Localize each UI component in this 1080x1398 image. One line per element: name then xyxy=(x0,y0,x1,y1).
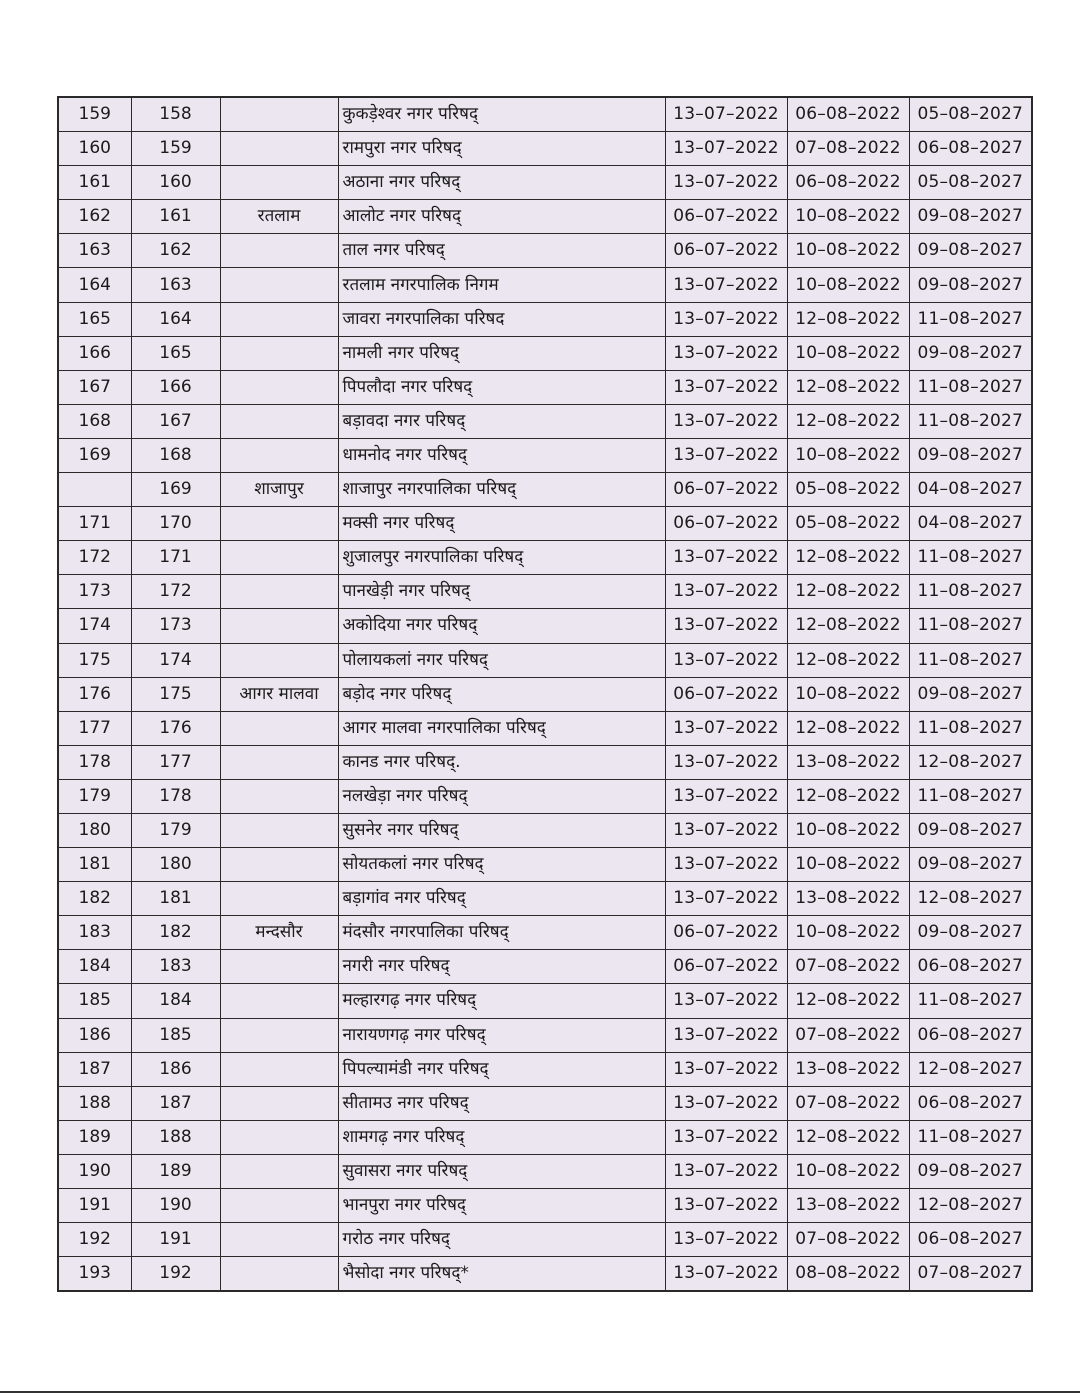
document-sheet xyxy=(57,96,1031,1292)
municipal-body-name-cell: शाजापुर नगरपालिका परिषद् xyxy=(338,473,665,507)
date-cell-2: 07–08–2022 xyxy=(787,132,909,166)
body-number-cell: 169 xyxy=(131,473,220,507)
date-cell-2: 12–08–2022 xyxy=(787,1120,909,1154)
table-row xyxy=(58,1257,1032,1292)
municipal-body-name-cell: सुवासरा नगर परिषद् xyxy=(338,1154,665,1188)
date-cell-3: 06–08–2027 xyxy=(909,1018,1032,1052)
district-cell xyxy=(220,575,338,609)
date-cell-3: 11–08–2027 xyxy=(909,404,1032,438)
date-cell-2: 13–08–2022 xyxy=(787,1189,909,1223)
date-cell-3: 04–08–2027 xyxy=(909,507,1032,541)
district-cell xyxy=(220,779,338,813)
body-number-cell: 190 xyxy=(131,1189,220,1223)
serial-number-cell: 186 xyxy=(58,1018,131,1052)
district-cell xyxy=(220,1052,338,1086)
district-cell xyxy=(220,609,338,643)
table-row xyxy=(58,1223,1032,1257)
district-cell xyxy=(220,1086,338,1120)
body-number-cell: 163 xyxy=(131,268,220,302)
date-cell-1: 13–07–2022 xyxy=(665,848,787,882)
date-cell-3: 09–08–2027 xyxy=(909,438,1032,472)
date-cell-2: 10–08–2022 xyxy=(787,916,909,950)
date-cell-1: 13–07–2022 xyxy=(665,1189,787,1223)
body-number-cell: 160 xyxy=(131,166,220,200)
table-row xyxy=(58,507,1032,541)
date-cell-3: 11–08–2027 xyxy=(909,779,1032,813)
municipal-body-name-cell: शामगढ़ नगर परिषद् xyxy=(338,1120,665,1154)
municipal-body-name-cell: पिपलौदा नगर परिषद् xyxy=(338,370,665,404)
municipal-body-name-cell: जावरा नगरपालिका परिषद xyxy=(338,302,665,336)
serial-number-cell: 164 xyxy=(58,268,131,302)
body-number-cell: 176 xyxy=(131,711,220,745)
date-cell-1: 13–07–2022 xyxy=(665,779,787,813)
serial-number-cell: 184 xyxy=(58,950,131,984)
table-row xyxy=(58,200,1032,234)
body-number-cell: 161 xyxy=(131,200,220,234)
district-cell: मन्दसौर xyxy=(220,916,338,950)
table-body xyxy=(58,97,1032,1291)
date-cell-2: 07–08–2022 xyxy=(787,950,909,984)
date-cell-2: 12–08–2022 xyxy=(787,370,909,404)
municipal-body-name-cell: सुसनेर नगर परिषद् xyxy=(338,813,665,847)
municipal-body-name-cell: पानखेड़ी नगर परिषद् xyxy=(338,575,665,609)
serial-number-cell: 191 xyxy=(58,1189,131,1223)
date-cell-1: 06–07–2022 xyxy=(665,234,787,268)
municipal-body-name-cell: भैसोदा नगर परिषद्* xyxy=(338,1257,665,1292)
district-cell xyxy=(220,336,338,370)
date-cell-3: 11–08–2027 xyxy=(909,711,1032,745)
date-cell-1: 13–07–2022 xyxy=(665,268,787,302)
date-cell-3: 09–08–2027 xyxy=(909,200,1032,234)
table-row xyxy=(58,882,1032,916)
serial-number-cell: 165 xyxy=(58,302,131,336)
district-cell xyxy=(220,1223,338,1257)
body-number-cell: 189 xyxy=(131,1154,220,1188)
date-cell-1: 13–07–2022 xyxy=(665,1052,787,1086)
date-cell-1: 13–07–2022 xyxy=(665,1223,787,1257)
body-number-cell: 185 xyxy=(131,1018,220,1052)
serial-number-cell: 188 xyxy=(58,1086,131,1120)
municipal-body-name-cell: पोलायकलां नगर परिषद् xyxy=(338,643,665,677)
body-number-cell: 173 xyxy=(131,609,220,643)
date-cell-3: 11–08–2027 xyxy=(909,609,1032,643)
district-cell xyxy=(220,268,338,302)
date-cell-1: 13–07–2022 xyxy=(665,1120,787,1154)
municipal-body-name-cell: रतलाम नगरपालिक निगम xyxy=(338,268,665,302)
date-cell-1: 06–07–2022 xyxy=(665,200,787,234)
table-row xyxy=(58,1018,1032,1052)
municipal-body-name-cell: ताल नगर परिषद् xyxy=(338,234,665,268)
date-cell-2: 13–08–2022 xyxy=(787,745,909,779)
serial-number-cell: 166 xyxy=(58,336,131,370)
date-cell-3: 09–08–2027 xyxy=(909,1154,1032,1188)
date-cell-2: 12–08–2022 xyxy=(787,643,909,677)
body-number-cell: 174 xyxy=(131,643,220,677)
page-bottom-rule xyxy=(0,1391,1080,1393)
municipal-body-name-cell: मक्सी नगर परिषद् xyxy=(338,507,665,541)
date-cell-1: 13–07–2022 xyxy=(665,132,787,166)
table-row xyxy=(58,1189,1032,1223)
date-cell-2: 06–08–2022 xyxy=(787,97,909,132)
body-number-cell: 165 xyxy=(131,336,220,370)
table-row xyxy=(58,1154,1032,1188)
date-cell-1: 13–07–2022 xyxy=(665,575,787,609)
body-number-cell: 187 xyxy=(131,1086,220,1120)
body-number-cell: 168 xyxy=(131,438,220,472)
table-row xyxy=(58,234,1032,268)
district-cell xyxy=(220,370,338,404)
serial-number-cell: 178 xyxy=(58,745,131,779)
table-row xyxy=(58,745,1032,779)
date-cell-1: 13–07–2022 xyxy=(665,745,787,779)
date-cell-3: 11–08–2027 xyxy=(909,984,1032,1018)
table-row xyxy=(58,1052,1032,1086)
district-cell xyxy=(220,438,338,472)
serial-number-cell: 172 xyxy=(58,541,131,575)
serial-number-cell xyxy=(58,473,131,507)
date-cell-2: 06–08–2022 xyxy=(787,166,909,200)
date-cell-1: 06–07–2022 xyxy=(665,916,787,950)
date-cell-1: 13–07–2022 xyxy=(665,438,787,472)
municipal-body-name-cell: बड़ावदा नगर परिषद् xyxy=(338,404,665,438)
date-cell-3: 09–08–2027 xyxy=(909,234,1032,268)
district-cell xyxy=(220,97,338,132)
date-cell-3: 07–08–2027 xyxy=(909,1257,1032,1292)
table-row xyxy=(58,711,1032,745)
date-cell-2: 10–08–2022 xyxy=(787,848,909,882)
date-cell-1: 13–07–2022 xyxy=(665,609,787,643)
body-number-cell: 188 xyxy=(131,1120,220,1154)
date-cell-3: 09–08–2027 xyxy=(909,813,1032,847)
date-cell-3: 11–08–2027 xyxy=(909,302,1032,336)
table-row xyxy=(58,575,1032,609)
table-row xyxy=(58,916,1032,950)
district-cell xyxy=(220,1189,338,1223)
body-number-cell: 192 xyxy=(131,1257,220,1292)
table-row xyxy=(58,541,1032,575)
date-cell-1: 13–07–2022 xyxy=(665,643,787,677)
district-cell xyxy=(220,1257,338,1292)
date-cell-2: 08–08–2022 xyxy=(787,1257,909,1292)
table-row xyxy=(58,336,1032,370)
date-cell-2: 10–08–2022 xyxy=(787,438,909,472)
serial-number-cell: 181 xyxy=(58,848,131,882)
municipal-body-name-cell: नलखेड़ा नगर परिषद् xyxy=(338,779,665,813)
district-cell xyxy=(220,711,338,745)
municipal-body-name-cell: धामनोद नगर परिषद् xyxy=(338,438,665,472)
body-number-cell: 171 xyxy=(131,541,220,575)
district-cell xyxy=(220,302,338,336)
district-cell xyxy=(220,1120,338,1154)
date-cell-1: 13–07–2022 xyxy=(665,302,787,336)
body-number-cell: 181 xyxy=(131,882,220,916)
date-cell-1: 13–07–2022 xyxy=(665,336,787,370)
date-cell-3: 06–08–2027 xyxy=(909,1086,1032,1120)
body-number-cell: 166 xyxy=(131,370,220,404)
municipal-body-name-cell: मल्हारगढ़ नगर परिषद् xyxy=(338,984,665,1018)
body-number-cell: 175 xyxy=(131,677,220,711)
date-cell-1: 13–07–2022 xyxy=(665,1018,787,1052)
district-cell xyxy=(220,507,338,541)
date-cell-1: 13–07–2022 xyxy=(665,404,787,438)
serial-number-cell: 162 xyxy=(58,200,131,234)
serial-number-cell: 179 xyxy=(58,779,131,813)
serial-number-cell: 168 xyxy=(58,404,131,438)
district-cell xyxy=(220,1154,338,1188)
table-row xyxy=(58,166,1032,200)
date-cell-3: 09–08–2027 xyxy=(909,268,1032,302)
municipal-body-name-cell: नगरी नगर परिषद् xyxy=(338,950,665,984)
date-cell-1: 13–07–2022 xyxy=(665,882,787,916)
district-cell xyxy=(220,404,338,438)
municipal-body-name-cell: आलोट नगर परिषद् xyxy=(338,200,665,234)
table-row xyxy=(58,132,1032,166)
district-cell xyxy=(220,643,338,677)
date-cell-2: 07–08–2022 xyxy=(787,1223,909,1257)
serial-number-cell: 189 xyxy=(58,1120,131,1154)
date-cell-1: 06–07–2022 xyxy=(665,677,787,711)
serial-number-cell: 160 xyxy=(58,132,131,166)
date-cell-3: 11–08–2027 xyxy=(909,370,1032,404)
body-number-cell: 178 xyxy=(131,779,220,813)
date-cell-3: 04–08–2027 xyxy=(909,473,1032,507)
date-cell-3: 12–08–2027 xyxy=(909,882,1032,916)
body-number-cell: 183 xyxy=(131,950,220,984)
date-cell-1: 06–07–2022 xyxy=(665,473,787,507)
body-number-cell: 164 xyxy=(131,302,220,336)
date-cell-1: 13–07–2022 xyxy=(665,166,787,200)
date-cell-2: 13–08–2022 xyxy=(787,1052,909,1086)
date-cell-2: 10–08–2022 xyxy=(787,234,909,268)
table-row xyxy=(58,677,1032,711)
serial-number-cell: 180 xyxy=(58,813,131,847)
date-cell-3: 11–08–2027 xyxy=(909,541,1032,575)
serial-number-cell: 173 xyxy=(58,575,131,609)
district-cell xyxy=(220,745,338,779)
municipal-body-name-cell: बड़ोद नगर परिषद् xyxy=(338,677,665,711)
body-number-cell: 180 xyxy=(131,848,220,882)
date-cell-2: 12–08–2022 xyxy=(787,984,909,1018)
municipal-body-name-cell: नारायणगढ़ नगर परिषद् xyxy=(338,1018,665,1052)
district-cell xyxy=(220,813,338,847)
table-row xyxy=(58,950,1032,984)
serial-number-cell: 177 xyxy=(58,711,131,745)
date-cell-1: 13–07–2022 xyxy=(665,813,787,847)
date-cell-3: 11–08–2027 xyxy=(909,1120,1032,1154)
date-cell-1: 13–07–2022 xyxy=(665,984,787,1018)
serial-number-cell: 167 xyxy=(58,370,131,404)
date-cell-2: 10–08–2022 xyxy=(787,268,909,302)
body-number-cell: 159 xyxy=(131,132,220,166)
serial-number-cell: 175 xyxy=(58,643,131,677)
date-cell-2: 12–08–2022 xyxy=(787,575,909,609)
date-cell-3: 12–08–2027 xyxy=(909,1052,1032,1086)
date-cell-3: 06–08–2027 xyxy=(909,1223,1032,1257)
date-cell-1: 13–07–2022 xyxy=(665,370,787,404)
table-row xyxy=(58,984,1032,1018)
district-cell xyxy=(220,541,338,575)
serial-number-cell: 182 xyxy=(58,882,131,916)
date-cell-2: 05–08–2022 xyxy=(787,473,909,507)
date-cell-3: 09–08–2027 xyxy=(909,677,1032,711)
serial-number-cell: 187 xyxy=(58,1052,131,1086)
table-row xyxy=(58,302,1032,336)
body-number-cell: 184 xyxy=(131,984,220,1018)
table-row xyxy=(58,473,1032,507)
date-cell-2: 05–08–2022 xyxy=(787,507,909,541)
municipal-body-name-cell: अकोदिया नगर परिषद् xyxy=(338,609,665,643)
serial-number-cell: 176 xyxy=(58,677,131,711)
municipal-body-name-cell: अठाना नगर परिषद् xyxy=(338,166,665,200)
table-row xyxy=(58,609,1032,643)
table-row xyxy=(58,813,1032,847)
serial-number-cell: 192 xyxy=(58,1223,131,1257)
municipal-body-name-cell: आगर मालवा नगरपालिका परिषद् xyxy=(338,711,665,745)
date-cell-1: 13–07–2022 xyxy=(665,541,787,575)
municipal-body-name-cell: गरोठ नगर परिषद् xyxy=(338,1223,665,1257)
date-cell-3: 12–08–2027 xyxy=(909,1189,1032,1223)
table-row xyxy=(58,268,1032,302)
table-row xyxy=(58,1086,1032,1120)
municipal-body-name-cell: पिपल्यामंडी नगर परिषद् xyxy=(338,1052,665,1086)
date-cell-3: 09–08–2027 xyxy=(909,848,1032,882)
municipal-body-name-cell: रामपुरा नगर परिषद् xyxy=(338,132,665,166)
serial-number-cell: 183 xyxy=(58,916,131,950)
serial-number-cell: 190 xyxy=(58,1154,131,1188)
district-cell xyxy=(220,132,338,166)
serial-number-cell: 161 xyxy=(58,166,131,200)
table-row xyxy=(58,97,1032,132)
date-cell-3: 06–08–2027 xyxy=(909,132,1032,166)
date-cell-3: 11–08–2027 xyxy=(909,575,1032,609)
date-cell-1: 13–07–2022 xyxy=(665,97,787,132)
municipal-bodies-table xyxy=(57,96,1033,1292)
serial-number-cell: 185 xyxy=(58,984,131,1018)
date-cell-1: 13–07–2022 xyxy=(665,1154,787,1188)
date-cell-2: 10–08–2022 xyxy=(787,677,909,711)
body-number-cell: 158 xyxy=(131,97,220,132)
district-cell: रतलाम xyxy=(220,200,338,234)
date-cell-2: 07–08–2022 xyxy=(787,1086,909,1120)
body-number-cell: 167 xyxy=(131,404,220,438)
district-cell xyxy=(220,848,338,882)
district-cell xyxy=(220,882,338,916)
date-cell-2: 10–08–2022 xyxy=(787,336,909,370)
municipal-body-name-cell: सीतामउ नगर परिषद् xyxy=(338,1086,665,1120)
serial-number-cell: 193 xyxy=(58,1257,131,1292)
date-cell-2: 10–08–2022 xyxy=(787,1154,909,1188)
body-number-cell: 191 xyxy=(131,1223,220,1257)
district-cell xyxy=(220,1018,338,1052)
municipal-body-name-cell: भानपुरा नगर परिषद् xyxy=(338,1189,665,1223)
body-number-cell: 179 xyxy=(131,813,220,847)
serial-number-cell: 159 xyxy=(58,97,131,132)
date-cell-3: 11–08–2027 xyxy=(909,643,1032,677)
table-row xyxy=(58,1120,1032,1154)
date-cell-3: 09–08–2027 xyxy=(909,916,1032,950)
serial-number-cell: 163 xyxy=(58,234,131,268)
date-cell-1: 13–07–2022 xyxy=(665,1257,787,1292)
date-cell-1: 13–07–2022 xyxy=(665,1086,787,1120)
date-cell-1: 13–07–2022 xyxy=(665,711,787,745)
body-number-cell: 170 xyxy=(131,507,220,541)
serial-number-cell: 174 xyxy=(58,609,131,643)
municipal-body-name-cell: सोयतकलां नगर परिषद् xyxy=(338,848,665,882)
date-cell-3: 09–08–2027 xyxy=(909,336,1032,370)
date-cell-2: 12–08–2022 xyxy=(787,541,909,575)
date-cell-2: 12–08–2022 xyxy=(787,779,909,813)
date-cell-3: 06–08–2027 xyxy=(909,950,1032,984)
date-cell-1: 06–07–2022 xyxy=(665,507,787,541)
body-number-cell: 182 xyxy=(131,916,220,950)
serial-number-cell: 171 xyxy=(58,507,131,541)
serial-number-cell: 169 xyxy=(58,438,131,472)
table-row xyxy=(58,779,1032,813)
date-cell-2: 13–08–2022 xyxy=(787,882,909,916)
date-cell-1: 06–07–2022 xyxy=(665,950,787,984)
municipal-body-name-cell: शुजालपुर नगरपालिका परिषद् xyxy=(338,541,665,575)
district-cell xyxy=(220,950,338,984)
date-cell-2: 07–08–2022 xyxy=(787,1018,909,1052)
table-row xyxy=(58,438,1032,472)
date-cell-2: 12–08–2022 xyxy=(787,711,909,745)
date-cell-2: 12–08–2022 xyxy=(787,609,909,643)
municipal-body-name-cell: बड़ागांव नगर परिषद् xyxy=(338,882,665,916)
municipal-body-name-cell: कुकड़ेश्वर नगर परिषद् xyxy=(338,97,665,132)
date-cell-3: 12–08–2027 xyxy=(909,745,1032,779)
district-cell: आगर मालवा xyxy=(220,677,338,711)
district-cell xyxy=(220,166,338,200)
district-cell xyxy=(220,234,338,268)
table-row xyxy=(58,643,1032,677)
date-cell-3: 05–08–2027 xyxy=(909,97,1032,132)
date-cell-2: 12–08–2022 xyxy=(787,302,909,336)
body-number-cell: 172 xyxy=(131,575,220,609)
municipal-body-name-cell: मंदसौर नगरपालिका परिषद् xyxy=(338,916,665,950)
body-number-cell: 177 xyxy=(131,745,220,779)
body-number-cell: 186 xyxy=(131,1052,220,1086)
table-row xyxy=(58,848,1032,882)
body-number-cell: 162 xyxy=(131,234,220,268)
table-row xyxy=(58,404,1032,438)
date-cell-3: 05–08–2027 xyxy=(909,166,1032,200)
municipal-body-name-cell: कानड नगर परिषद्. xyxy=(338,745,665,779)
district-cell: शाजापुर xyxy=(220,473,338,507)
district-cell xyxy=(220,984,338,1018)
date-cell-2: 12–08–2022 xyxy=(787,404,909,438)
municipal-body-name-cell: नामली नगर परिषद् xyxy=(338,336,665,370)
table-row xyxy=(58,370,1032,404)
date-cell-2: 10–08–2022 xyxy=(787,813,909,847)
date-cell-2: 10–08–2022 xyxy=(787,200,909,234)
